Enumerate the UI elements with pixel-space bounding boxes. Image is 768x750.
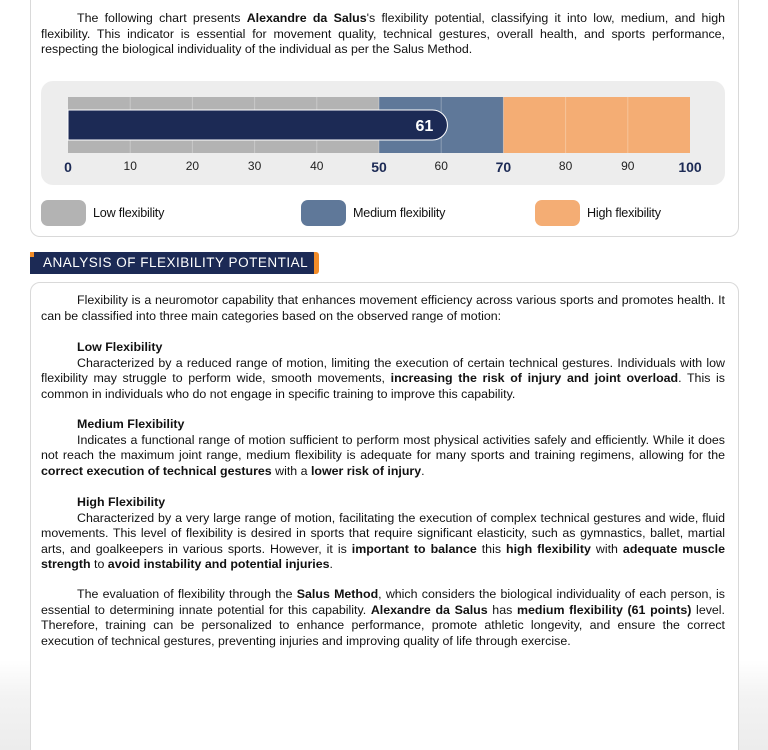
legend-label-high: High flexibility: [587, 206, 661, 220]
medium-flexibility-section: [41, 417, 725, 479]
conclusion-paragraph: The evaluation of flexibility through the Salus Method, which considers the biological individuality of each person, is essential to determining innate potential for this capability. Alexandre da Salus has medium flexibility (61 points) level. Therefore, training can be personalized to enhance performance, promote athletic longevity, and ensure the correct execution of technical gestures, preventing injuries and improving quality of life through exercise.: [41, 587, 725, 648]
athlete-name: Alexandre da Salus: [246, 11, 367, 25]
legend-item-high: [535, 200, 661, 226]
legend-label-low: Low flexibility: [93, 206, 165, 220]
medium-flexibility-title: Medium Flexibility: [77, 417, 185, 431]
intro-paragraph: The following chart presents Alexandre da Salus's flexibility potential, classifying it into low, medium, and high flexibility. This indicator is essential for movement quality, technical gestures, overall health, and sports performance, respecting the biological individuality of the individual as per the Salus Method.: [41, 11, 725, 57]
flexibility-chart: [41, 81, 725, 185]
tick-label-80: 80: [558, 159, 573, 173]
tick-label-90: 90: [621, 159, 635, 173]
section-header-accent: [314, 252, 319, 274]
medium-flexibility-text: Indicates a functional range of motion sufficient to perform most physical activities safely and efficiently. While it does not reach the maximum joint range, medium flexibility is adequate for many sports and training regimens, allowing for the correct execution of technical gestures with a lower risk of injury.: [41, 432, 725, 478]
section-header-corner: [30, 252, 34, 257]
legend-item-low: [41, 200, 164, 226]
value-label: 61: [415, 118, 434, 135]
legend-swatch-medium: [301, 200, 346, 226]
section-title: ANALYSIS OF FLEXIBILITY POTENTIAL: [43, 255, 309, 270]
high-flexibility-text: Characterized by a very large range of motion, facilitating the execution of complex technical gestures and wide, fluid movements. This level of flexibility is desired in sports that require significant elasticity, such as gymnastics, ballet, martial arts, and goalkeepers in various sports. However, it is important to balance this high flexibility with adequate muscle strength to avoid instability and potential injuries.: [41, 510, 726, 572]
legend-item-medium: [301, 200, 445, 226]
low-flexibility-text: Characterized by a reduced range of motion, limiting the execution of certain technical gestures. Individuals with low flexibility may struggle to perform wide, smooth movements, increasing the risk of injury and joint overload. This is common in individuals who do not engage in specific training to improve this capability.: [41, 355, 725, 401]
value-bar: [68, 110, 447, 140]
tick-label-60: 60: [434, 159, 448, 173]
tick-label-100: 100: [678, 159, 702, 175]
tick-label-30: 30: [247, 159, 262, 173]
tick-label-40: 40: [310, 159, 324, 173]
flexibility-chart-svg: [41, 81, 725, 185]
legend-swatch-low: [41, 200, 86, 226]
band-high-flexibility: [503, 97, 690, 153]
legend-label-medium: Medium flexibility: [353, 206, 446, 220]
tick-label-50: 50: [371, 159, 387, 175]
tick-label-0: 0: [64, 159, 72, 175]
analysis-intro-paragraph: Flexibility is a neuromotor capability that enhances movement efficiency across various sports and promotes health. It can be classified into three main categories based on the observed range of motion:: [41, 293, 725, 323]
high-flexibility-section: [41, 495, 725, 573]
tick-label-70: 70: [495, 159, 512, 175]
high-flexibility-title: High Flexibility: [77, 495, 166, 509]
legend-swatch-high: [535, 200, 580, 226]
tick-label-10: 10: [123, 159, 137, 173]
tick-label-20: 20: [185, 159, 200, 173]
low-flexibility-title: Low Flexibility: [77, 340, 163, 354]
low-flexibility-section: [41, 340, 725, 402]
